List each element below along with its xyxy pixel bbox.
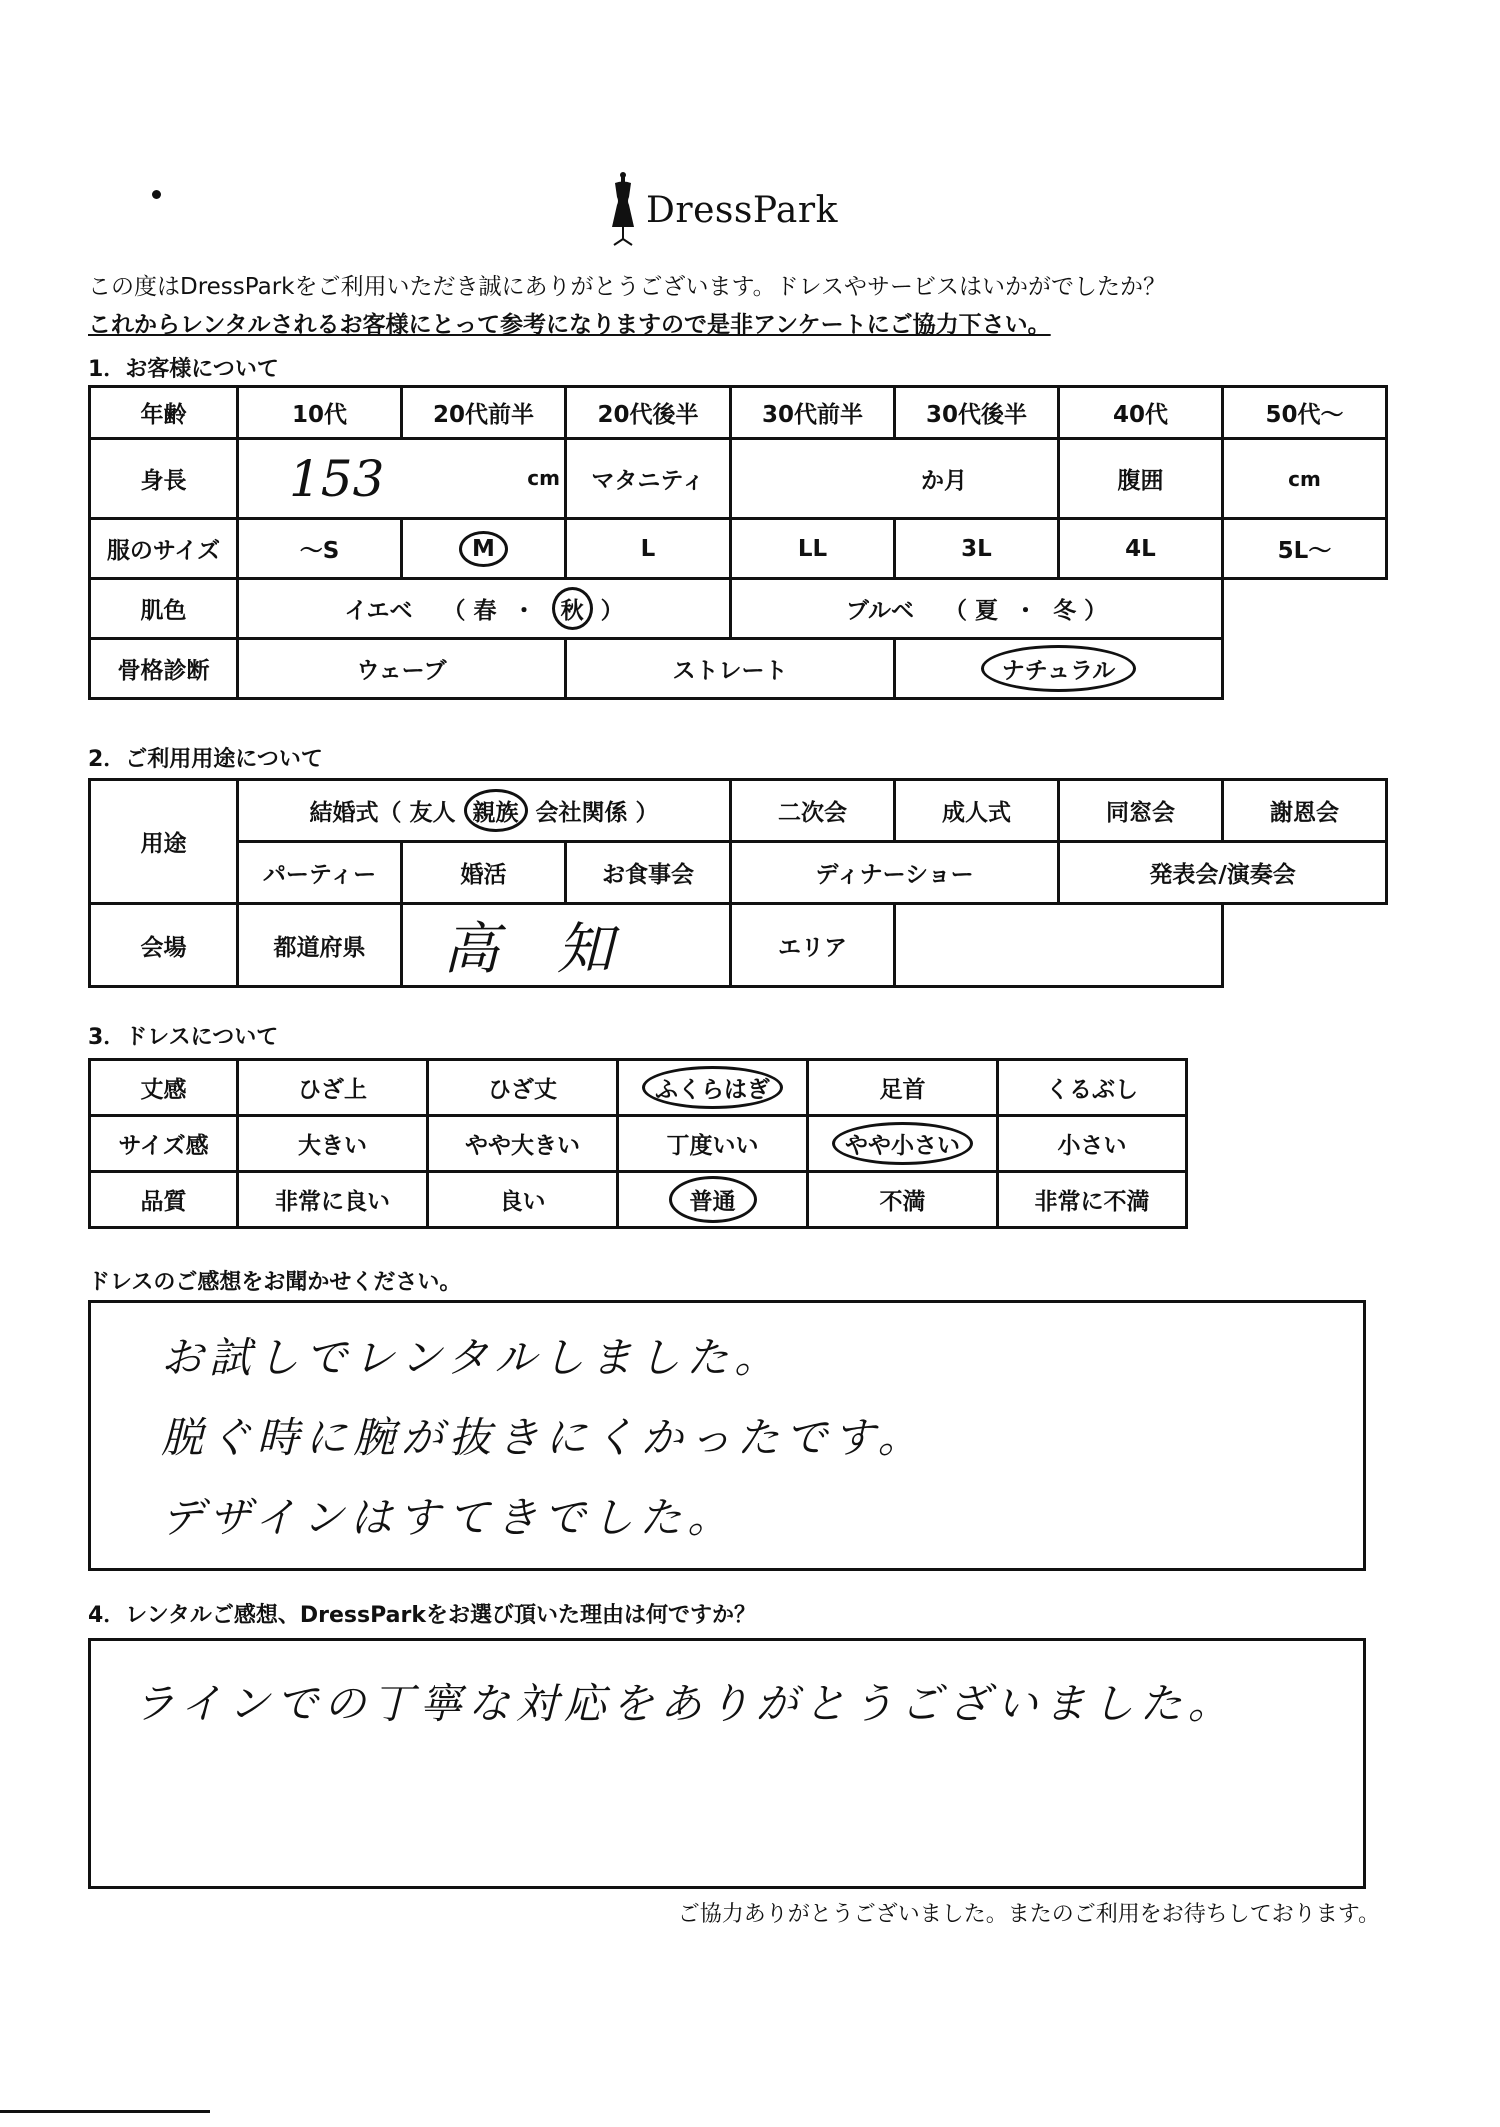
size-option: 5L～: [1223, 519, 1387, 579]
dress-option: 小さい: [998, 1116, 1187, 1172]
age-option: 20代後半: [566, 387, 731, 439]
section3-title: 3．ドレスについて: [88, 1025, 279, 1050]
purpose-label: 用途: [90, 780, 238, 904]
dress-option: 不満: [808, 1172, 998, 1228]
months-field: [731, 439, 1059, 519]
skeleton-option: ウェーブ: [238, 639, 566, 699]
months-unit: か月: [921, 468, 967, 494]
selection-circle: ナチュラル: [981, 645, 1137, 692]
waist-unit: cm: [1288, 466, 1321, 491]
season-winter: 冬: [1053, 598, 1077, 624]
venue-label: 会場: [90, 904, 238, 987]
height-row: [90, 439, 1387, 519]
quality-row: [90, 1172, 1187, 1228]
age-option: 10代: [238, 387, 402, 439]
row-label: 品質: [90, 1172, 238, 1228]
length-row: [90, 1060, 1187, 1116]
brand-name: DressPark: [646, 189, 838, 231]
separator: ・: [512, 598, 536, 624]
skeleton-row: [90, 639, 1387, 699]
size-option: 4L: [1059, 519, 1223, 579]
handwritten-line: お試しでレンタルしました。: [161, 1333, 783, 1382]
height-label: 身長: [90, 439, 238, 519]
dress-option: 非常に不満: [998, 1172, 1187, 1228]
section2-title: 2．ご利用用途について: [88, 747, 323, 772]
blue-base-label: ブルベ: [845, 598, 914, 624]
customer-table: [88, 385, 1388, 700]
dress-option: ひざ丈: [428, 1060, 618, 1116]
handwritten-line: 脱ぐ時に腕が抜きにくかったです。: [161, 1413, 926, 1462]
area-field: [895, 904, 1223, 987]
handwritten-line: ラインでの丁寧な対応をありがとうございました。: [133, 1679, 1236, 1728]
fit-row: [90, 1116, 1187, 1172]
section1-title: 1．お客様について: [88, 357, 279, 382]
height-value: 153: [289, 449, 385, 508]
age-label: 年齢: [90, 387, 238, 439]
paren-close: ）: [600, 598, 624, 624]
impressions-title: ドレスのご感想をお聞かせください。: [88, 1270, 462, 1295]
wedding-suffix: 会社関係 ）: [535, 800, 659, 826]
season-autumn-selected: 秋: [552, 587, 593, 630]
relatives-selected: 親族: [464, 789, 528, 832]
height-unit: cm: [527, 466, 560, 490]
size-option: 3L: [895, 519, 1059, 579]
row-label: サイズ感: [90, 1116, 238, 1172]
age-option: 20代前半: [402, 387, 566, 439]
yellow-base: [238, 579, 731, 639]
skin-row: [90, 579, 1387, 639]
row-label: 丈感: [90, 1060, 238, 1116]
age-option: 40代: [1059, 387, 1223, 439]
wedding-cell: [238, 780, 731, 842]
paren-open: （: [442, 598, 466, 624]
size-label: 服のサイズ: [90, 519, 238, 579]
dress-option-selected: [618, 1060, 808, 1116]
skeleton-label: 骨格診断: [90, 639, 238, 699]
purpose-option: お食事会: [566, 842, 731, 904]
area-label: エリア: [731, 904, 895, 987]
selection-circle: やや小さい: [832, 1122, 973, 1165]
dress-option: 非常に良い: [238, 1172, 428, 1228]
reason-box: [88, 1638, 1366, 1889]
intro-line: この度はDressParkをご利用いただき誠にありがとうございます。ドレスやサービスはいかがでしたか？: [88, 274, 1166, 300]
size-option-selected: [402, 519, 566, 579]
season-summer: 夏: [975, 598, 999, 624]
selection-circle: M: [459, 531, 508, 567]
dress-option: 足首: [808, 1060, 998, 1116]
section4-title: 4．レンタルご感想、DressParkをお選び頂いた理由は何ですか？: [88, 1603, 756, 1628]
selection-circle: 普通: [669, 1176, 757, 1223]
dresspark-logo: [608, 165, 838, 255]
size-row: [90, 519, 1387, 579]
age-option: 30代前半: [731, 387, 895, 439]
purpose-option: 同窓会: [1059, 780, 1223, 842]
separator: ・: [1014, 598, 1038, 624]
paren-close: ）: [1084, 598, 1108, 624]
dress-option: やや大きい: [428, 1116, 618, 1172]
scan-line: [0, 2110, 210, 2113]
empty-cell: [1223, 639, 1387, 699]
age-option: 30代後半: [895, 387, 1059, 439]
dress-option: 良い: [428, 1172, 618, 1228]
waist-label: 腹囲: [1059, 439, 1223, 519]
yellow-base-label: イエベ: [344, 598, 413, 624]
purpose-option: 謝恩会: [1223, 780, 1387, 842]
purpose-row1: [90, 780, 1387, 842]
age-option: 50代～: [1223, 387, 1387, 439]
purpose-row2: [90, 842, 1387, 904]
purpose-option: パーティー: [238, 842, 402, 904]
purpose-table: [88, 778, 1388, 988]
size-option: ～S: [238, 519, 402, 579]
dress-option-selected: [618, 1172, 808, 1228]
size-option: LL: [731, 519, 895, 579]
scan-dot: [152, 190, 161, 199]
dress-table: [88, 1058, 1188, 1229]
dress-option: 丁度いい: [618, 1116, 808, 1172]
dress-form-icon: [608, 171, 638, 249]
season-spring: 春: [473, 598, 497, 624]
dress-option: くるぶし: [998, 1060, 1187, 1116]
prefecture-value: 高 知: [443, 917, 633, 982]
empty-cell: [1223, 904, 1387, 987]
impressions-box: [88, 1300, 1366, 1571]
dress-option: ひざ上: [238, 1060, 428, 1116]
dress-option-selected: [808, 1116, 998, 1172]
age-row: [90, 387, 1387, 439]
dress-option: 大きい: [238, 1116, 428, 1172]
footer-thanks: ご協力ありがとうございました。またのご利用をお待ちしております。: [677, 1902, 1380, 1927]
prefecture-field: [402, 904, 731, 987]
empty-cell: [1223, 579, 1387, 639]
maternity-label: マタニティ: [566, 439, 731, 519]
skin-label: 肌色: [90, 579, 238, 639]
paren-open: （: [944, 598, 968, 624]
selection-circle: ふくらはぎ: [642, 1066, 783, 1109]
purpose-option: 二次会: [731, 780, 895, 842]
handwritten-line: デザインはすてきでした。: [161, 1493, 736, 1542]
purpose-option: 成人式: [895, 780, 1059, 842]
height-field: [238, 439, 566, 519]
waist-field: [1223, 439, 1387, 519]
purpose-option: 婚活: [402, 842, 566, 904]
intro-request: これからレンタルされるお客様にとって参考になりますので是非アンケートにご協力下さい。: [88, 312, 1051, 338]
skeleton-option-selected: [895, 639, 1223, 699]
skeleton-option: ストレート: [566, 639, 895, 699]
blue-base: [731, 579, 1223, 639]
size-option: L: [566, 519, 731, 579]
venue-row: [90, 904, 1387, 987]
wedding-prefix: 結婚式（ 友人: [309, 800, 456, 826]
purpose-option: ディナーショー: [731, 842, 1059, 904]
prefecture-label: 都道府県: [238, 904, 402, 987]
purpose-option: 発表会/演奏会: [1059, 842, 1387, 904]
